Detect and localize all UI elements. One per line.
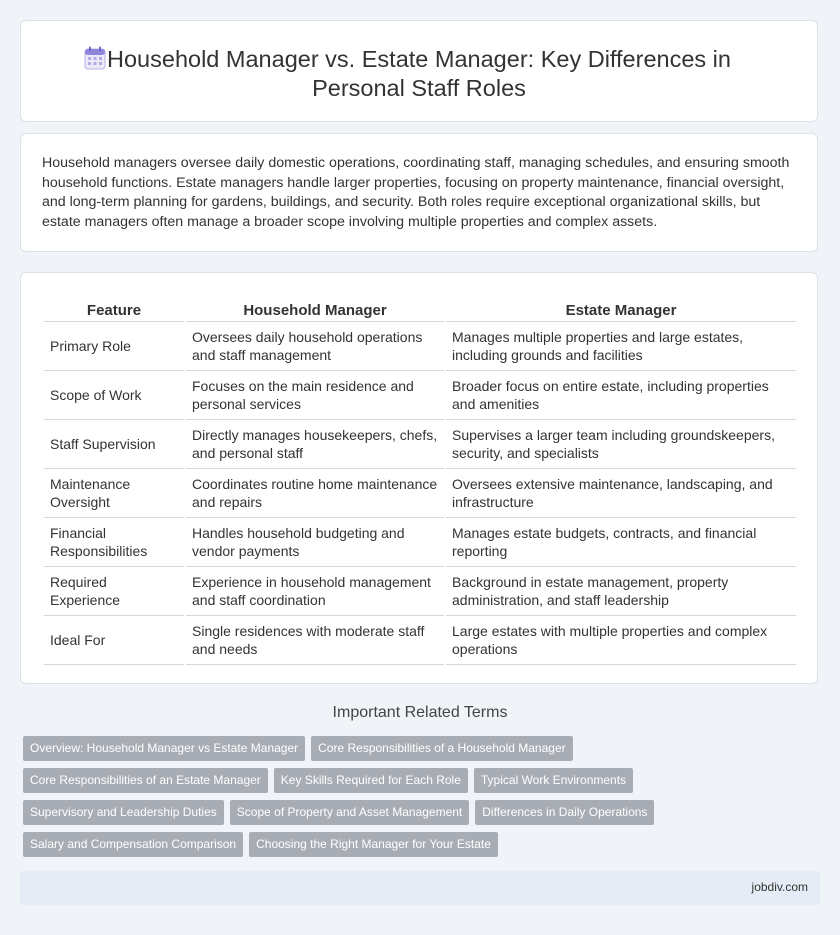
intro-paragraph: Household managers oversee daily domestic operations, coordinating staff, managing schedules, and ensuring smooth household functions. Estate managers handle larger properties, focusing on property maintenance, financial oversight, and long-term planning for gardens, buildings, and security. Both roles require exceptional organizational skills, but estate managers often manage a broader scope involving multiple properties and complex assets. [42,155,790,230]
table-row [44,616,796,665]
feature-cell: Financial Responsibilities [44,518,184,567]
related-tag[interactable]: Supervisory and Leadership Duties [23,800,224,825]
estate-cell: Broader focus on entire estate, including properties and amenities [446,371,796,420]
related-tag[interactable]: Core Responsibilities of an Estate Manager [23,768,268,793]
table-row [44,322,796,371]
estate-cell: Background in estate management, property administration, and staff leadership [446,567,796,616]
related-tags-row [23,800,654,825]
related-tag[interactable]: Differences in Daily Operations [475,800,654,825]
estate-cell: Supervises a larger team including groundskeepers, security, and specialists [446,420,796,469]
table-row [44,469,796,518]
related-tags-row [23,736,573,761]
related-terms-title: Important Related Terms [332,704,508,721]
related-tag[interactable]: Choosing the Right Manager for Your Estate [249,832,498,857]
title-card [20,20,818,122]
household-cell: Focuses on the main residence and personal services [186,371,444,420]
feature-cell: Ideal For [44,616,184,665]
household-cell: Handles household budgeting and vendor payments [186,518,444,567]
household-cell: Directly manages housekeepers, chefs, and personal staff [186,420,444,469]
header-feature: Feature [44,293,184,322]
household-cell: Single residences with moderate staff and needs [186,616,444,665]
header-estate-manager: Estate Manager [446,293,796,322]
table-header-row [44,293,796,322]
estate-cell: Manages multiple properties and large estates, including grounds and facilities [446,322,796,371]
page-title: Household Manager vs. Estate Manager: Key Differences in Personal Staff Roles [107,46,731,101]
related-tag[interactable]: Key Skills Required for Each Role [274,768,468,793]
related-tag[interactable]: Salary and Compensation Comparison [23,832,243,857]
household-cell: Oversees daily household operations and staff management [186,322,444,371]
related-tags-row [23,832,498,857]
household-cell: Experience in household management and staff coordination [186,567,444,616]
estate-cell: Oversees extensive maintenance, landscaping, and infrastructure [446,469,796,518]
related-tags-row [23,768,633,793]
related-tag[interactable]: Scope of Property and Asset Management [230,800,469,825]
related-tag[interactable]: Core Responsibilities of a Household Manager [311,736,572,761]
intro-card [20,133,818,252]
table-row [44,371,796,420]
estate-cell: Large estates with multiple properties and complex operations [446,616,796,665]
feature-cell: Scope of Work [44,371,184,420]
feature-cell: Required Experience [44,567,184,616]
household-cell: Coordinates routine home maintenance and repairs [186,469,444,518]
header-household-manager: Household Manager [186,293,444,322]
comparison-table [42,293,798,665]
related-tag[interactable]: Typical Work Environments [474,768,633,793]
footer [20,871,820,905]
feature-cell: Staff Supervision [44,420,184,469]
related-tag[interactable]: Overview: Household Manager vs Estate Manager [23,736,305,761]
table-row [44,518,796,567]
site-link[interactable]: jobdiv.com [751,880,808,894]
table-row [44,420,796,469]
feature-cell: Primary Role [44,322,184,371]
estate-cell: Manages estate budgets, contracts, and financial reporting [446,518,796,567]
feature-cell: Maintenance Oversight [44,469,184,518]
comparison-table-card [20,272,818,684]
table-row [44,567,796,616]
